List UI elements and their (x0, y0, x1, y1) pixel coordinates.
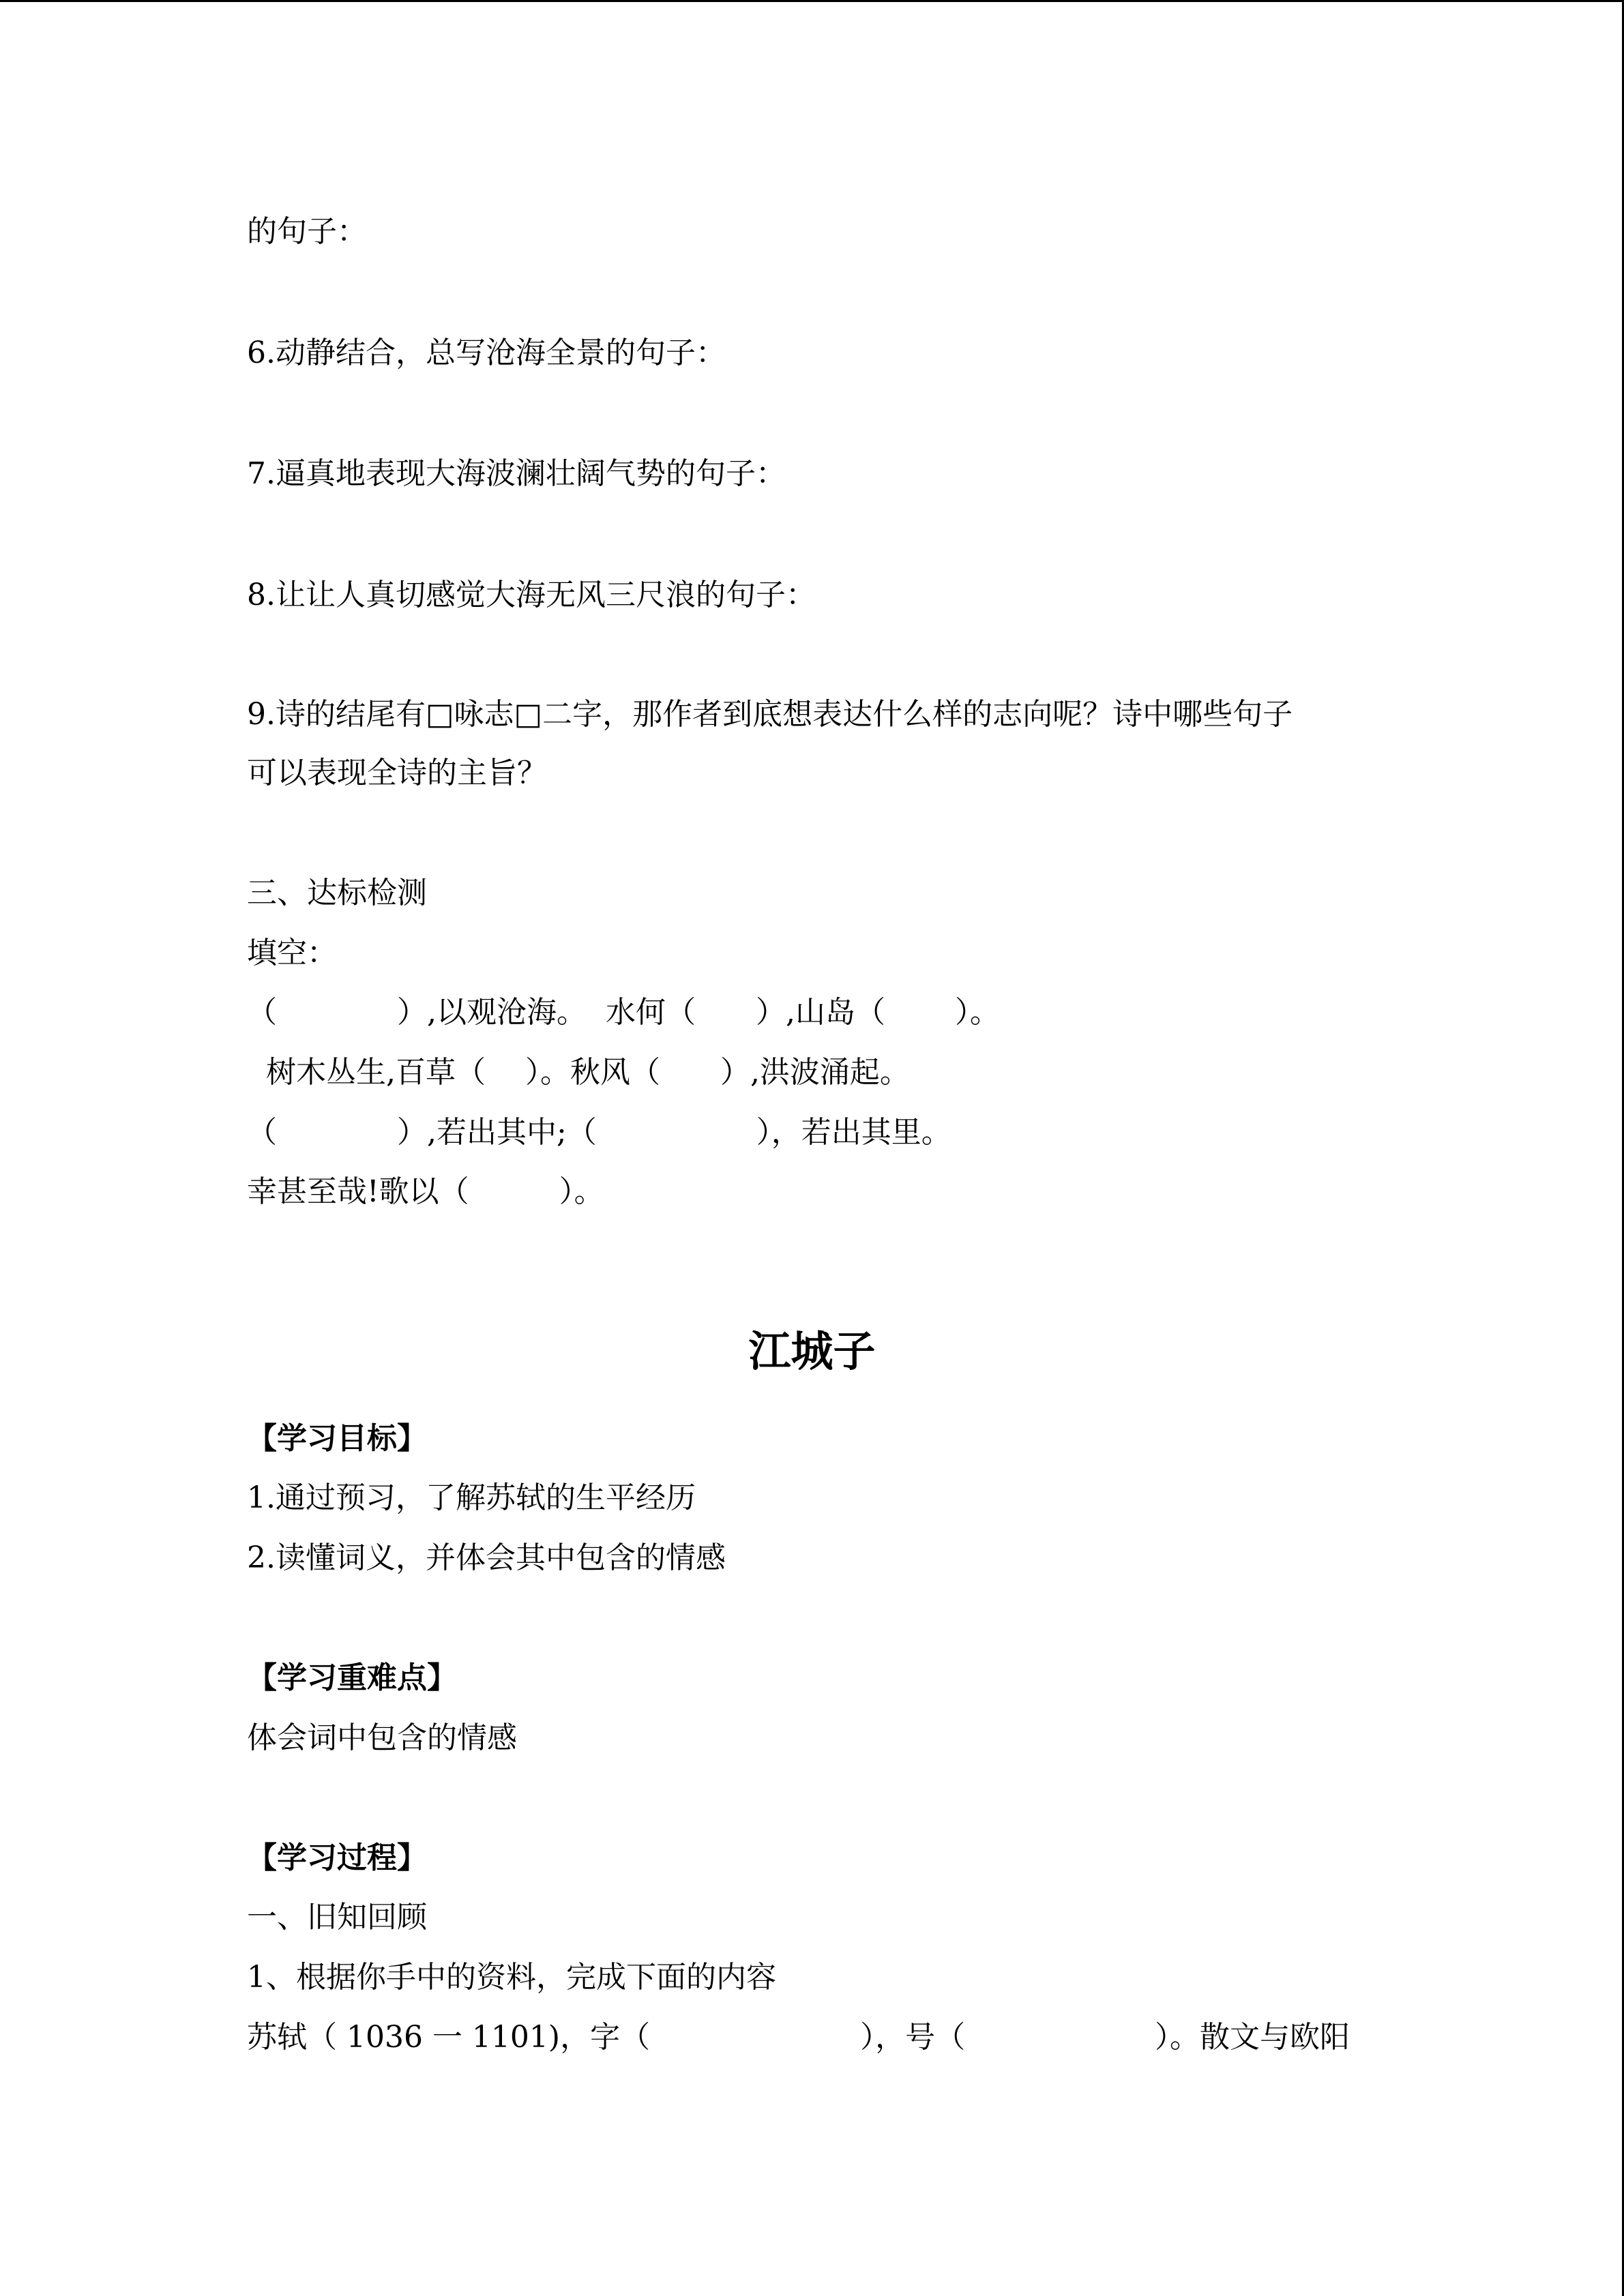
goal-item: 1.通过预习，了解苏轼的生平经历 (247, 1480, 696, 1515)
section-heading: 三、达标检测 (247, 876, 427, 910)
goals-heading: 【学习目标】 (247, 1421, 427, 1456)
question-8: 8.让让人真切感觉大海无风三尺浪的句子： (247, 578, 816, 612)
process-line: 苏轼（ 1036 一 1101)，字（ ），号（ ）。散文与欧阳 (247, 2020, 1350, 2055)
fill-line: （ ）,若出其中;（ ），若出其里。 (247, 1115, 951, 1150)
process-line: 1、根据你手中的资料，完成下面的内容 (247, 1960, 776, 1995)
question-9-continued: 可以表现全诗的主旨？ (247, 756, 547, 790)
fill-line: （ ）,以观沧海。 水何（ ）,山岛（ ）。 (247, 995, 1000, 1030)
key-points-text: 体会词中包含的情感 (247, 1720, 517, 1755)
key-points-heading: 【学习重难点】 (247, 1660, 457, 1695)
poem-title: 江城子 (748, 1326, 876, 1376)
fill-label: 填空： (247, 936, 337, 970)
process-line: 一、旧知回顾 (247, 1900, 427, 1935)
process-heading: 【学习过程】 (247, 1840, 427, 1875)
question-6: 6.动静结合，总写沧海全景的句子： (247, 336, 726, 370)
goal-item: 2.读懂词义，并体会其中包含的情感 (247, 1540, 726, 1575)
question-9: 9.诗的结尾有□咏志□二字，那作者到底想表达什么样的志向呢？诗中哪些句子 (247, 697, 1293, 732)
question-7: 7.逼真地表现大海波澜壮阔气势的句子： (247, 456, 786, 491)
fill-line: 树木丛生,百草（ ）。秋风（ ）,洪波涌起。 (247, 1055, 910, 1090)
text-line: 的句子： (247, 214, 367, 249)
fill-line: 幸甚至哉!歌以（ ）。 (247, 1174, 604, 1209)
